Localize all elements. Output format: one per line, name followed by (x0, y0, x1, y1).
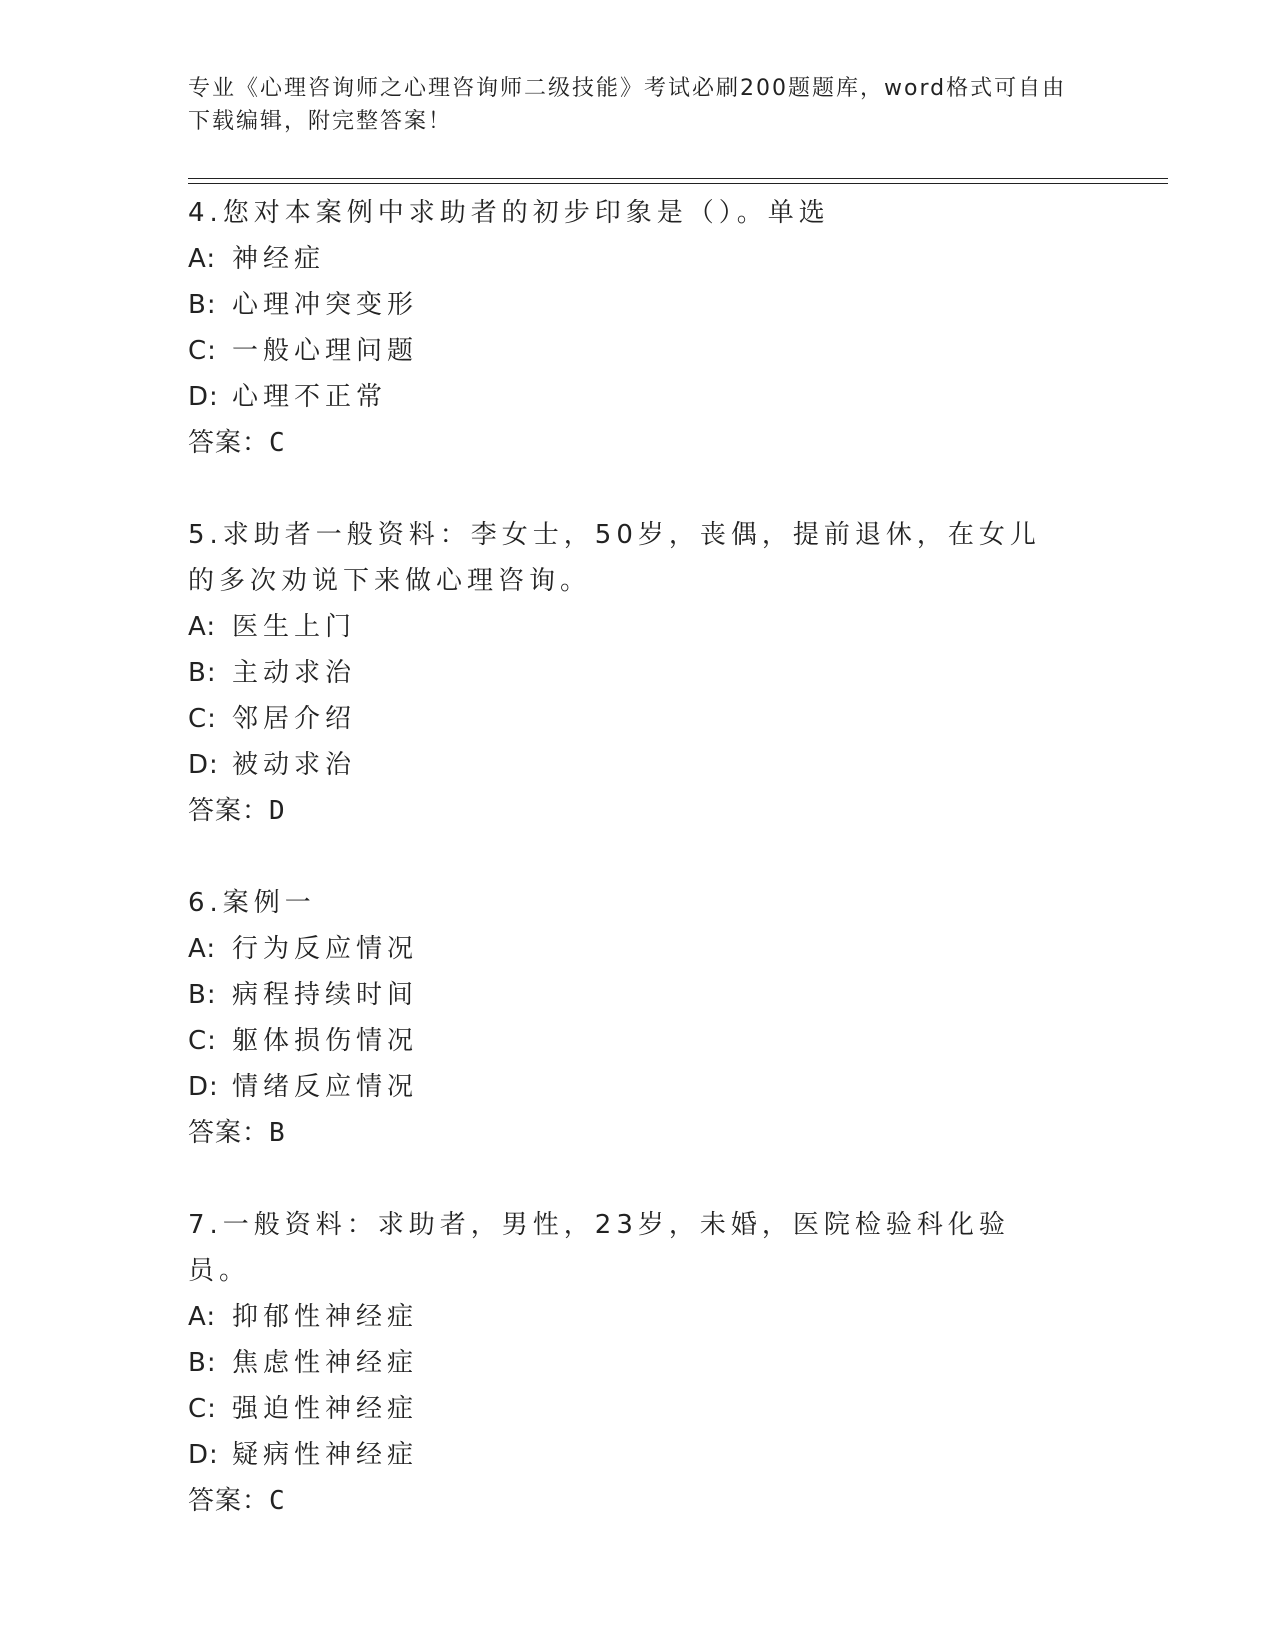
question-item (188, 1202, 1168, 1524)
option-key: D: (188, 382, 219, 412)
question-stem: 4.您对本案例中求助者的初步印象是（）。单选 (188, 198, 830, 228)
option-text: 强迫性神经症 (232, 1394, 419, 1424)
question-stem: 6.案例一 (188, 888, 316, 918)
option-text: 心理冲突变形 (232, 290, 419, 320)
answer-value: B (269, 1118, 286, 1148)
question-item (188, 190, 1168, 466)
option-key: C: (188, 336, 217, 366)
option-text: 神经症 (232, 244, 326, 274)
option-a (188, 236, 1168, 282)
answer-line (188, 1110, 1168, 1156)
question-item (188, 512, 1168, 834)
option-c (188, 1018, 1168, 1064)
option-key: A: (188, 244, 217, 274)
option-text: 心理不正常 (232, 382, 388, 412)
option-c (188, 696, 1168, 742)
option-text: 病程持续时间 (232, 980, 419, 1010)
answer-line (188, 1478, 1168, 1524)
answer-line (188, 788, 1168, 834)
answer-label: 答案： (188, 1486, 270, 1516)
option-key: C: (188, 1394, 217, 1424)
answer-line (188, 420, 1168, 466)
option-text: 一般心理问题 (232, 336, 419, 366)
option-b (188, 650, 1168, 696)
option-b (188, 282, 1168, 328)
question-item (188, 880, 1168, 1156)
option-key: D: (188, 750, 219, 780)
option-key: A: (188, 934, 217, 964)
option-b (188, 972, 1168, 1018)
option-text: 焦虑性神经症 (232, 1348, 419, 1378)
option-key: B: (188, 1348, 217, 1378)
option-key: A: (188, 612, 217, 642)
answer-label: 答案： (188, 796, 270, 826)
option-d (188, 374, 1168, 420)
answer-label: 答案： (188, 428, 270, 458)
option-text: 疑病性神经症 (232, 1440, 419, 1470)
option-b (188, 1340, 1168, 1386)
header-divider-bottom (188, 183, 1168, 184)
option-text: 医生上门 (232, 612, 357, 642)
option-key: D: (188, 1072, 219, 1102)
option-text: 行为反应情况 (232, 934, 419, 964)
option-key: B: (188, 980, 217, 1010)
option-c (188, 1386, 1168, 1432)
question-stem: 7.一般资料：求助者，男性，23岁，未婚，医院检验科化验员。 (188, 1210, 1010, 1286)
option-key: C: (188, 704, 217, 734)
option-key: A: (188, 1302, 217, 1332)
header-divider-top (188, 178, 1168, 179)
option-a (188, 604, 1168, 650)
option-text: 被动求治 (232, 750, 357, 780)
option-text: 抑郁性神经症 (232, 1302, 419, 1332)
option-d (188, 1432, 1168, 1478)
answer-value: D (269, 796, 286, 826)
answer-value: C (269, 428, 286, 458)
option-a (188, 1294, 1168, 1340)
question-stem: 5.求助者一般资料：李女士，50岁，丧偶，提前退休，在女儿的多次劝说下来做心理咨询。 (188, 520, 1041, 596)
answer-label: 答案： (188, 1118, 270, 1148)
question-list (188, 190, 1168, 1570)
document-header: 专业《心理咨询师之心理咨询师二级技能》考试必刷200题题库，word格式可自由下载编辑，附完整答案！ (188, 76, 1067, 134)
option-c (188, 328, 1168, 374)
option-text: 情绪反应情况 (232, 1072, 419, 1102)
option-key: C: (188, 1026, 217, 1056)
option-text: 邻居介绍 (232, 704, 357, 734)
option-text: 主动求治 (232, 658, 357, 688)
option-key: B: (188, 290, 217, 320)
option-d (188, 742, 1168, 788)
option-a (188, 926, 1168, 972)
option-d (188, 1064, 1168, 1110)
option-text: 躯体损伤情况 (232, 1026, 419, 1056)
option-key: B: (188, 658, 217, 688)
answer-value: C (269, 1486, 286, 1516)
option-key: D: (188, 1440, 219, 1470)
